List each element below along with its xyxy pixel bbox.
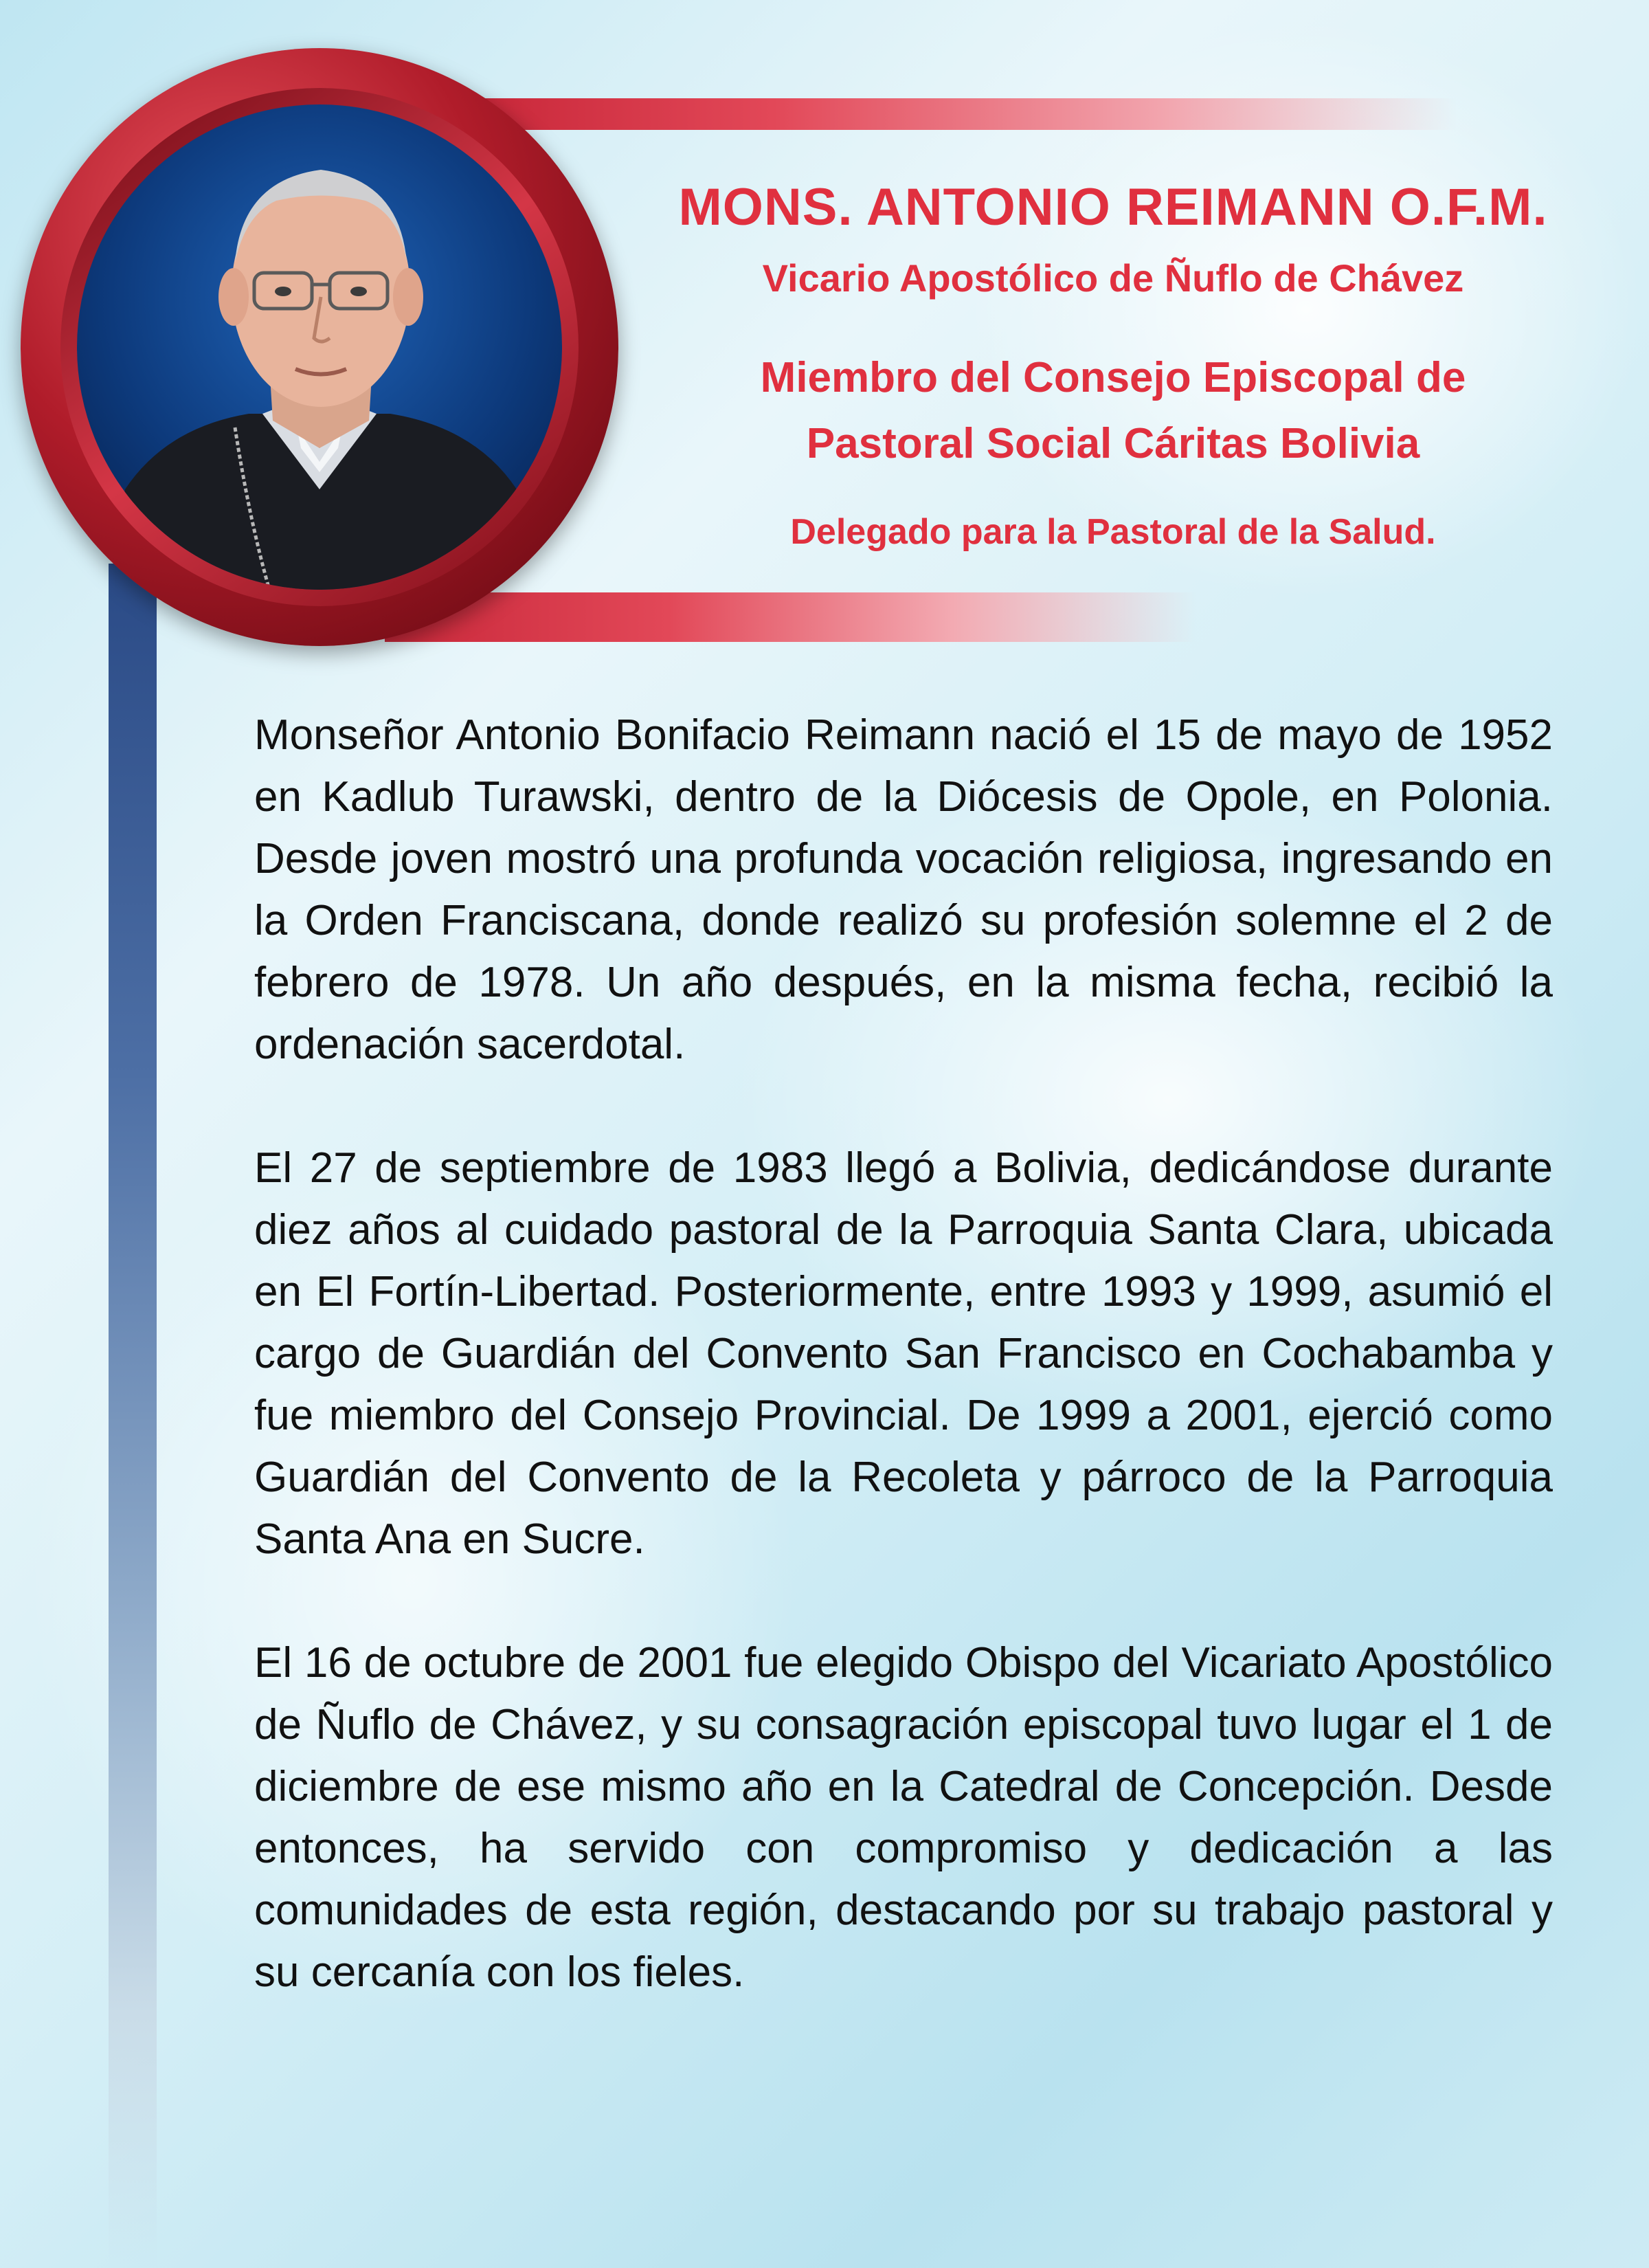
biography-paragraph-3: El 16 de octubre de 2001 fue elegido Obispo del Vicariato Apostólico de Ñuflo de Chávez, y su consagración episcopal tuvo lugar el 1 de diciembre de ese mismo año en la Catedral de Concepción. Desde entonces, ha servido con compromiso y dedicación a las comunidades de esta región, destacando por su trabajo pastoral y su cercanía con los fieles.: [254, 1639, 1553, 1996]
portrait-frame: [21, 48, 618, 646]
portrait-illustration: [77, 104, 562, 590]
member-role-line-1: Miembro del Consejo Episcopal de: [760, 354, 1466, 401]
portrait-frame-inner: [60, 88, 579, 606]
delegate-role: Delegado para la Pastoral de la Salud.: [790, 512, 1436, 552]
portrait-photo: [77, 104, 562, 590]
decorative-vertical-bar: [109, 564, 157, 2268]
member-role: [618, 345, 1608, 477]
member-role-line-2: Pastoral Social Cáritas Bolivia: [806, 420, 1420, 467]
biography: [254, 704, 1553, 2065]
biography-paragraph-2: El 27 de septiembre de 1983 llegó a Bolivia, dedicándose durante diez años al cuidado pastoral de la Parroquia Santa Clara, ubicada en El Fortín-Libertad. Posteriormente, entre 1993 y 1999, asumió el cargo de Guardián del Convento San Francisco en Cochabamba y fue miembro del Consejo Provincial. De 1999 a 2001, ejerció como Guardián del Convento de la Recoleta y párroco de la Parroquia Santa Ana en Sucre.: [254, 1144, 1553, 1563]
decorative-top-band: [481, 98, 1457, 130]
vicar-title: Vicario Apostólico de Ñuflo de Chávez: [762, 256, 1464, 300]
person-name: MONS. ANTONIO REIMANN O.F.M.: [678, 178, 1548, 236]
decorative-bottom-band: [385, 592, 1196, 642]
biography-paragraph-1: Monseñor Antonio Bonifacio Reimann nació el 15 de mayo de 1952 en Kadlub Turawski, dentro de la Diócesis de Opole, en Polonia. Desde joven mostró una profunda vocación religiosa, ingresando en la Orden Franciscana, donde realizó su profesión solemne el 2 de febrero de 1978. Un año después, en la misma fecha, recibió la ordenación sacerdotal.: [254, 711, 1553, 1068]
